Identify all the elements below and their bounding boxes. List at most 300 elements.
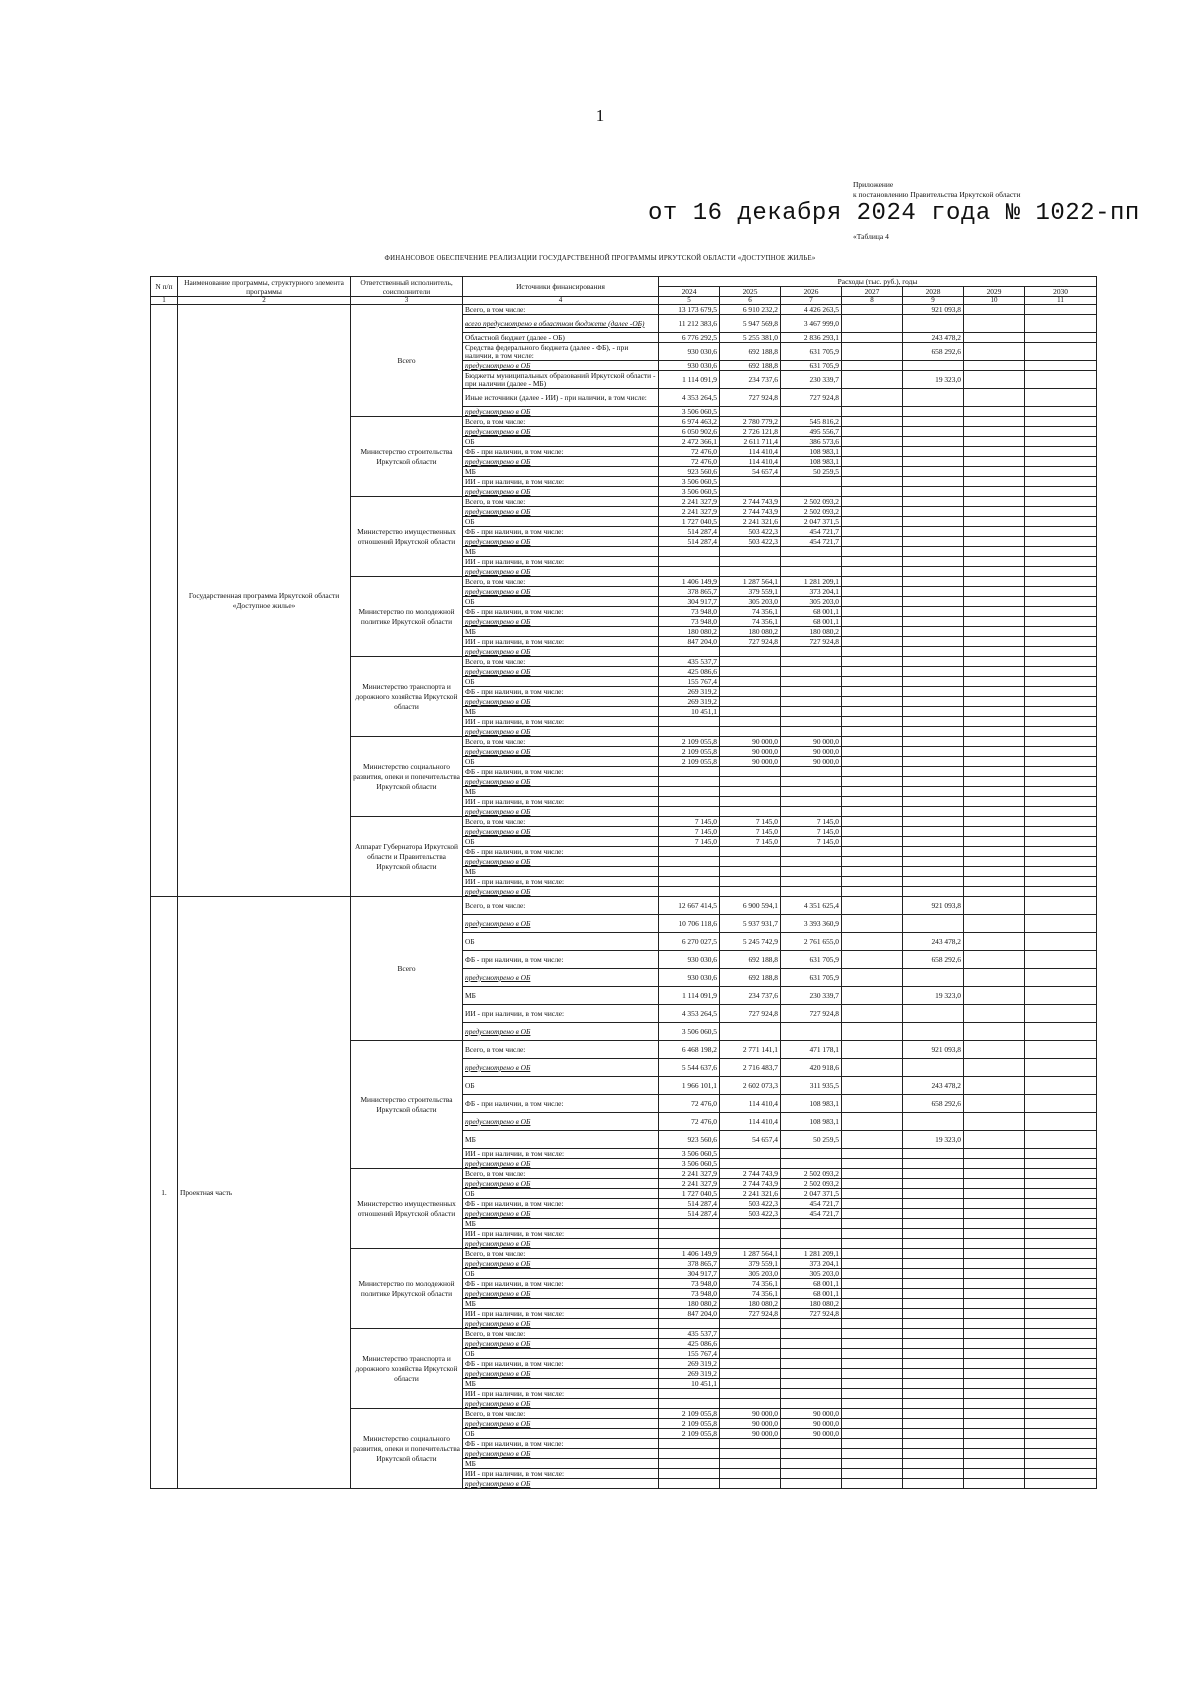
value-cell [1025,527,1097,537]
value-cell [842,817,903,827]
value-cell: 2 744 743,9 [720,497,781,507]
value-cell [964,1469,1025,1479]
value-cell [720,667,781,677]
value-cell: 727 924,8 [781,389,842,407]
table-label: «Таблица 4 [853,232,889,241]
value-cell [659,857,720,867]
source-cell [463,1459,659,1469]
value-cell: 692 188,8 [720,361,781,371]
source-cell [463,587,659,597]
value-cell [903,777,964,787]
value-cell [842,1269,903,1279]
source-cell [463,1077,659,1095]
value-cell [842,687,903,697]
value-cell [659,1469,720,1479]
value-cell [1025,517,1097,527]
source-cell [463,1359,659,1369]
source-cell [463,333,659,343]
source-cell [463,617,659,627]
value-cell [903,969,964,987]
value-cell [842,1059,903,1077]
value-cell: 4 353 264,5 [659,389,720,407]
value-cell [903,1349,964,1359]
value-cell [903,737,964,747]
column-index: 10 [964,297,1025,305]
value-cell: 73 948,0 [659,1289,720,1299]
value-cell: 68 001,1 [781,607,842,617]
value-cell [720,1349,781,1359]
source-cell [463,1189,659,1199]
value-cell: 304 917,7 [659,1269,720,1279]
value-cell: 7 145,0 [720,827,781,837]
source-cell [463,687,659,697]
source-label: Всего, в том числе: [465,497,526,506]
source-cell [463,1369,659,1379]
value-cell [964,677,1025,687]
source-cell [463,737,659,747]
value-cell [659,1459,720,1469]
value-cell [659,1219,720,1229]
value-cell: 114 410,4 [720,1095,781,1113]
value-cell [842,933,903,951]
table-row [151,305,1097,315]
value-cell [964,857,1025,867]
value-cell: 727 924,8 [720,637,781,647]
value-cell [903,817,964,827]
value-cell [720,1439,781,1449]
value-cell [842,737,903,747]
value-cell [781,1369,842,1379]
source-cell [463,1179,659,1189]
value-cell: 269 319,2 [659,1359,720,1369]
value-cell [964,537,1025,547]
value-cell [964,477,1025,487]
source-cell [463,647,659,657]
value-cell [1025,747,1097,757]
value-cell [903,1209,964,1219]
value-cell [1025,417,1097,427]
value-cell [903,1399,964,1409]
value-cell [720,1359,781,1369]
value-cell [964,787,1025,797]
value-cell: 5 544 637,6 [659,1059,720,1077]
value-cell: 230 339,7 [781,987,842,1005]
value-cell [1025,1279,1097,1289]
value-cell: 2 109 055,8 [659,757,720,767]
value-cell [964,897,1025,915]
value-cell [903,497,964,507]
source-cell [463,1113,659,1131]
value-cell [964,1339,1025,1349]
value-cell: 90 000,0 [781,1429,842,1439]
header-year: 2025 [720,287,781,297]
header-name: Наименование программы, структурного элемента программы [178,277,351,297]
value-cell: 454 721,7 [781,527,842,537]
value-cell [903,627,964,637]
source-cell [463,797,659,807]
value-cell [1025,817,1097,827]
value-cell [781,867,842,877]
value-cell [903,1179,964,1189]
value-cell [720,1339,781,1349]
value-cell [964,951,1025,969]
value-cell [903,637,964,647]
value-cell [781,887,842,897]
value-cell [1025,1269,1097,1279]
value-cell [1025,697,1097,707]
value-cell: 72 476,0 [659,457,720,467]
source-label: Всего, в том числе: [465,417,526,426]
value-cell [842,657,903,667]
value-cell: 1 287 564,1 [720,1249,781,1259]
value-cell [964,1329,1025,1339]
value-cell [1025,1041,1097,1059]
part-name-cell: Проектная часть [178,897,351,1489]
value-cell: 631 705,9 [781,343,842,361]
value-cell [842,837,903,847]
value-cell [842,1279,903,1289]
value-cell [1025,1095,1097,1113]
source-label: предусмотрено в ОБ [465,537,531,546]
responsible-cell: Министерство имущественных отношений Иркутской области [351,497,463,577]
source-label: ОБ [465,597,475,606]
value-cell: 847 204,0 [659,637,720,647]
value-cell [842,417,903,427]
source-cell [463,1239,659,1249]
resolution-date-number: от 16 декабря 2024 года № 1022-пп [648,200,1140,227]
value-cell [842,1389,903,1399]
value-cell [842,1399,903,1409]
value-cell [720,1319,781,1329]
value-cell [1025,587,1097,597]
value-cell [903,361,964,371]
value-cell: 2 744 743,9 [720,1179,781,1189]
value-cell [842,1189,903,1199]
value-cell [781,1469,842,1479]
value-cell: 1 114 091,9 [659,371,720,389]
value-cell: 108 983,1 [781,1113,842,1131]
value-cell [1025,1149,1097,1159]
value-cell [781,857,842,867]
value-cell: 19 323,0 [903,1131,964,1149]
value-cell: 631 705,9 [781,969,842,987]
value-cell [964,597,1025,607]
value-cell: 7 145,0 [659,827,720,837]
value-cell [1025,867,1097,877]
value-cell: 269 319,2 [659,1369,720,1379]
value-cell: 727 924,8 [720,389,781,407]
value-cell [903,707,964,717]
value-cell: 727 924,8 [781,637,842,647]
value-cell [903,1189,964,1199]
value-cell [720,697,781,707]
value-cell [964,1459,1025,1469]
value-cell [781,687,842,697]
source-cell [463,517,659,527]
value-cell [903,1479,964,1489]
value-cell [964,547,1025,557]
value-cell: 921 093,8 [903,897,964,915]
source-label: всего предусмотрено в областном бюджете (далее -ОБ) [465,318,645,328]
value-cell [964,1289,1025,1299]
value-cell: 108 983,1 [781,1095,842,1113]
value-cell [720,887,781,897]
source-label: предусмотрено в ОБ [465,857,531,866]
value-cell [842,727,903,737]
value-cell: 3 506 060,5 [659,1023,720,1041]
value-cell: 545 816,2 [781,417,842,427]
value-cell [964,687,1025,697]
value-cell [720,1159,781,1169]
value-cell [842,697,903,707]
value-cell [781,667,842,677]
source-cell [463,787,659,797]
value-cell [720,1469,781,1479]
value-cell [720,1369,781,1379]
value-cell: 2 109 055,8 [659,747,720,757]
source-cell [463,1159,659,1169]
source-label: ОБ [465,1349,475,1358]
source-label: ФБ - при наличии, в том числе: [465,687,564,696]
value-cell [1025,537,1097,547]
value-cell [964,1419,1025,1429]
source-label: Средства федерального бюджета (далее - ФБ), - при наличии, в том числе: [465,342,629,360]
value-cell [1025,987,1097,1005]
value-cell [964,1077,1025,1095]
source-label: Всего, в том числе: [465,900,526,910]
source-label: предусмотрено в ОБ [465,1449,531,1458]
value-cell: 180 080,2 [659,627,720,637]
source-label: Всего, в том числе: [465,1409,526,1418]
value-cell [659,1449,720,1459]
source-cell [463,1169,659,1179]
value-cell: 2 761 655,0 [781,933,842,951]
value-cell: 930 030,6 [659,361,720,371]
value-cell: 7 145,0 [720,817,781,827]
value-cell [964,1239,1025,1249]
value-cell: 2 241 327,9 [659,1179,720,1189]
value-cell [1025,647,1097,657]
value-cell [964,467,1025,477]
value-cell: 2 241 321,6 [720,517,781,527]
value-cell [903,607,964,617]
value-cell: 514 287,4 [659,527,720,537]
value-cell [964,343,1025,361]
value-cell [964,877,1025,887]
value-cell [903,1289,964,1299]
value-cell: 10 451,1 [659,707,720,717]
source-label: ИИ - при наличии, в том числе: [465,637,565,646]
value-cell: 90 000,0 [720,747,781,757]
value-cell [903,1379,964,1389]
source-label: МБ [465,1379,476,1388]
value-cell: 2 047 371,5 [781,517,842,527]
source-label: ФБ - при наличии, в том числе: [465,607,564,616]
source-cell [463,1199,659,1209]
value-cell: 304 917,7 [659,597,720,607]
value-cell: 692 188,8 [720,343,781,361]
value-cell: 1 406 149,9 [659,577,720,587]
source-cell [463,1439,659,1449]
value-cell [781,1239,842,1249]
value-cell: 692 188,8 [720,969,781,987]
value-cell [964,557,1025,567]
value-cell [1025,1309,1097,1319]
value-cell [903,547,964,557]
source-label: предусмотрено в ОБ [465,1369,531,1378]
value-cell [1025,1059,1097,1077]
source-cell [463,887,659,897]
value-cell [964,333,1025,343]
source-cell [463,1249,659,1259]
source-label: ФБ - при наличии, в том числе: [465,1199,564,1208]
value-cell [964,427,1025,437]
value-cell [720,867,781,877]
responsible-cell: Министерство социального развития, опеки и попечительства Иркутской области [351,737,463,817]
value-cell [842,857,903,867]
value-cell: 114 410,4 [720,1113,781,1131]
value-cell [903,857,964,867]
header-year: 2029 [964,287,1025,297]
source-label: ФБ - при наличии, в том числе: [465,1279,564,1288]
value-cell [842,757,903,767]
value-cell: 90 000,0 [781,747,842,757]
value-cell [964,517,1025,527]
value-cell: 269 319,2 [659,697,720,707]
value-cell [964,847,1025,857]
value-cell [964,717,1025,727]
value-cell: 923 560,6 [659,1131,720,1149]
value-cell [1025,887,1097,897]
value-cell [842,897,903,915]
value-cell [781,1023,842,1041]
value-cell [842,607,903,617]
source-cell [463,371,659,389]
appendix-caption [853,180,1020,200]
value-cell [720,1329,781,1339]
value-cell [903,487,964,497]
value-cell [842,1439,903,1449]
value-cell [659,787,720,797]
value-cell [720,1389,781,1399]
source-cell [463,1095,659,1113]
value-cell [781,697,842,707]
value-cell: 727 924,8 [781,1005,842,1023]
value-cell [964,697,1025,707]
value-cell [964,305,1025,315]
responsible-cell: Министерство социального развития, опеки и попечительства Иркутской области [351,1409,463,1489]
source-cell [463,637,659,647]
value-cell [720,1219,781,1229]
column-index: 11 [1025,297,1097,305]
source-label: предусмотрено в ОБ [465,1239,531,1248]
value-cell [903,1439,964,1449]
value-cell [903,315,964,333]
source-label: ИИ - при наличии, в том числе: [465,557,565,566]
value-cell [903,457,964,467]
column-index: 6 [720,297,781,305]
value-cell [964,1219,1025,1229]
value-cell [720,567,781,577]
value-cell: 420 918,6 [781,1059,842,1077]
value-cell [1025,1399,1097,1409]
value-cell: 921 093,8 [903,1041,964,1059]
value-cell [720,407,781,417]
source-cell [463,361,659,371]
value-cell: 495 556,7 [781,427,842,437]
responsible-cell: Министерство строительства Иркутской области [351,417,463,497]
value-cell [659,867,720,877]
value-cell: 1 281 209,1 [781,1249,842,1259]
value-cell: 19 323,0 [903,987,964,1005]
column-index: 5 [659,297,720,305]
source-label: ОБ [465,1269,475,1278]
value-cell: 454 721,7 [781,537,842,547]
value-cell [781,1329,842,1339]
value-cell [1025,437,1097,447]
value-cell [842,437,903,447]
value-cell: 180 080,2 [720,627,781,637]
value-cell [903,417,964,427]
value-cell: 72 476,0 [659,1113,720,1131]
value-cell: 230 339,7 [781,371,842,389]
value-cell: 10 451,1 [659,1379,720,1389]
value-cell [842,717,903,727]
value-cell [903,1469,964,1479]
value-cell [903,1339,964,1349]
value-cell [1025,1249,1097,1259]
value-cell [964,1189,1025,1199]
value-cell [1025,1459,1097,1469]
value-cell [903,447,964,457]
header-expenses: Расходы (тыс. руб.), годы [659,277,1097,287]
value-cell [1025,737,1097,747]
source-cell [463,507,659,517]
value-cell [781,847,842,857]
value-cell: 2 602 073,3 [720,1077,781,1095]
value-cell: 930 030,6 [659,343,720,361]
value-cell [781,477,842,487]
source-label: предусмотрено в ОБ [465,1116,531,1126]
value-cell: 2 726 121,8 [720,427,781,437]
value-cell [781,717,842,727]
value-cell [964,567,1025,577]
value-cell: 373 204,1 [781,1259,842,1269]
value-cell: 305 203,0 [781,597,842,607]
value-cell [842,1219,903,1229]
responsible-cell: Министерство строительства Иркутской области [351,1041,463,1169]
value-cell: 180 080,2 [659,1299,720,1309]
value-cell [781,1319,842,1329]
source-label: ФБ - при наличии, в том числе: [465,767,564,776]
value-cell [720,857,781,867]
value-cell [1025,1319,1097,1329]
responsible-cell: Министерство имущественных отношений Иркутской области [351,1169,463,1249]
value-cell: 2 502 093,2 [781,1179,842,1189]
value-cell [903,1219,964,1229]
value-cell [842,1309,903,1319]
value-cell [964,1131,1025,1149]
value-cell: 114 410,4 [720,447,781,457]
value-cell: 921 093,8 [903,305,964,315]
source-cell [463,1209,659,1219]
value-cell [1025,757,1097,767]
value-cell [964,1199,1025,1209]
value-cell [1025,915,1097,933]
source-label: Бюджеты муниципальных образований Иркутской области - при наличии (далее - МБ) [465,370,656,388]
value-cell [903,1299,964,1309]
value-cell [964,1399,1025,1409]
